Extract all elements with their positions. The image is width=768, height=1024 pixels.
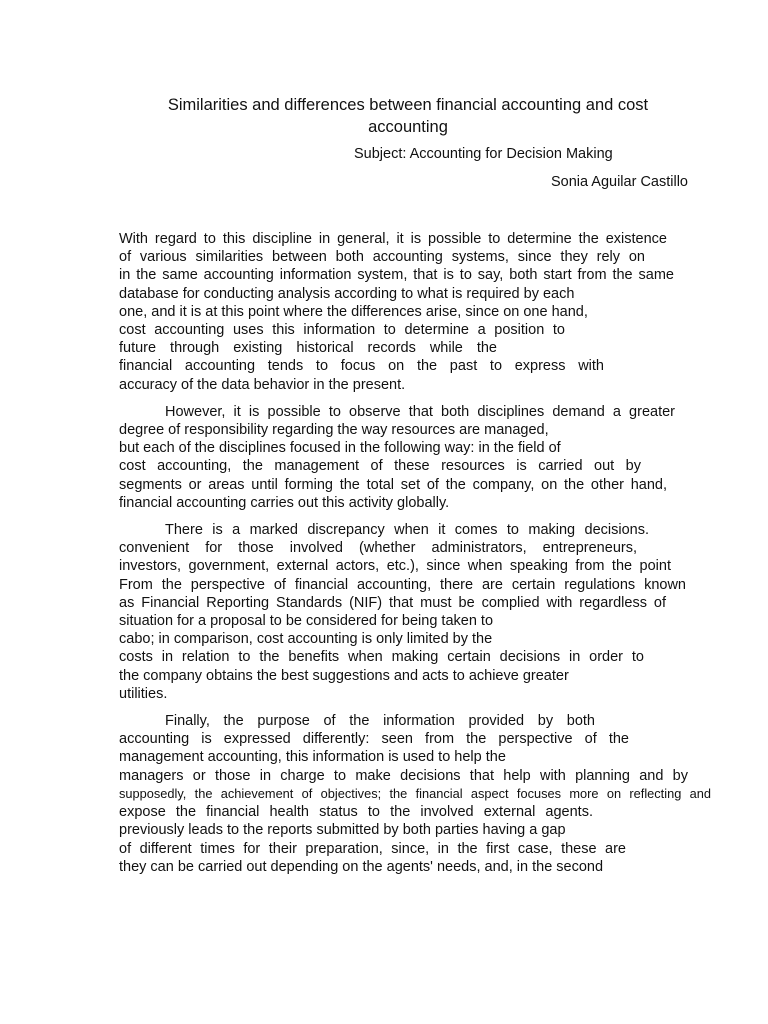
paragraph-line: There is a marked discrepancy when it comes to making decisions. bbox=[165, 522, 649, 539]
paragraph-line: cabo; in comparison, cost accounting is only limited by the bbox=[119, 631, 493, 648]
paragraph-line: accounting is expressed differently: seen from the perspective of the bbox=[119, 731, 629, 748]
paragraph-line: as Financial Reporting Standards (NIF) that must be complied with regardless of bbox=[119, 594, 666, 611]
paragraph-line: investors, government, external actors, etc.), since when speaking from the point bbox=[119, 558, 671, 575]
document-author: Sonia Aguilar Castillo bbox=[550, 174, 688, 190]
paragraph-line: of different times for their preparation, since, in the first case, these are bbox=[119, 840, 626, 857]
paragraph-line: With regard to this discipline in general, it is possible to determine the existence bbox=[119, 231, 667, 247]
paragraph-line: expose the financial health status to the involved external agents. bbox=[119, 804, 593, 821]
paragraph-line: costs in relation to the benefits when making certain decisions in order to bbox=[119, 649, 644, 666]
paragraph-line: database for conducting analysis according to what is required by each bbox=[119, 285, 575, 302]
paragraph-line: segments or areas until forming the total set of the company, on the other hand, bbox=[119, 476, 667, 493]
paragraph-line: in the same accounting information system, that is to say, both start from the same bbox=[119, 267, 674, 284]
document-body bbox=[119, 230, 711, 885]
paragraph-line: cost accounting uses this information to determine a position to bbox=[119, 322, 565, 339]
paragraph-line: previously leads to the reports submitted by both parties having a gap bbox=[119, 822, 566, 839]
paragraph-line: the company obtains the best suggestions and acts to achieve greater bbox=[119, 667, 569, 684]
paragraph-3 bbox=[119, 521, 699, 703]
paragraph-line: Finally, the purpose of the information provided by both bbox=[165, 713, 595, 730]
paragraph-line: financial accounting carries out this activity globally. bbox=[119, 494, 450, 511]
paragraph-line: one, and it is at this point where the differences arise, since on one hand, bbox=[119, 303, 588, 320]
paragraph-line: However, it is possible to observe that both disciplines demand a greater bbox=[165, 403, 675, 420]
paragraph-line: future through existing historical records while the bbox=[119, 340, 497, 357]
paragraph-line: accuracy of the data behavior in the present. bbox=[119, 376, 406, 393]
document-subject: Subject: Accounting for Decision Making bbox=[354, 146, 613, 162]
paragraph-1 bbox=[119, 230, 699, 394]
paragraph-line: of various similarities between both accounting systems, since they rely on bbox=[119, 249, 645, 266]
paragraph-line: managers or those in charge to make decisions that help with planning and by bbox=[119, 767, 688, 784]
paragraph-2 bbox=[119, 403, 699, 512]
paragraph-line: From the perspective of financial accounting, there are certain regulations known bbox=[119, 576, 686, 593]
paragraph-line: situation for a proposal to be considered for being taken to bbox=[119, 613, 494, 630]
paragraph-line: but each of the disciplines focused in the following way: in the field of bbox=[119, 440, 561, 457]
paragraph-4 bbox=[119, 712, 711, 876]
paragraph-line: cost accounting, the management of these resources is carried out by bbox=[119, 458, 641, 475]
paragraph-line: financial accounting tends to focus on the past to express with bbox=[119, 358, 604, 375]
paragraph-line: they can be carried out depending on the agents' needs, and, in the second bbox=[119, 858, 604, 875]
paragraph-line: convenient for those involved (whether administrators, entrepreneurs, bbox=[119, 540, 637, 557]
paragraph-line: management accounting, this information is used to help the bbox=[119, 749, 506, 766]
paragraph-line: utilities. bbox=[119, 685, 168, 702]
document-title: Similarities and differences between financial accounting and cost accounting bbox=[167, 96, 649, 136]
paragraph-line: supposedly, the achievement of objectives; the financial aspect focuses more on reflecting and bbox=[119, 785, 711, 801]
paragraph-line: degree of responsibility regarding the way resources are managed, bbox=[119, 422, 549, 439]
